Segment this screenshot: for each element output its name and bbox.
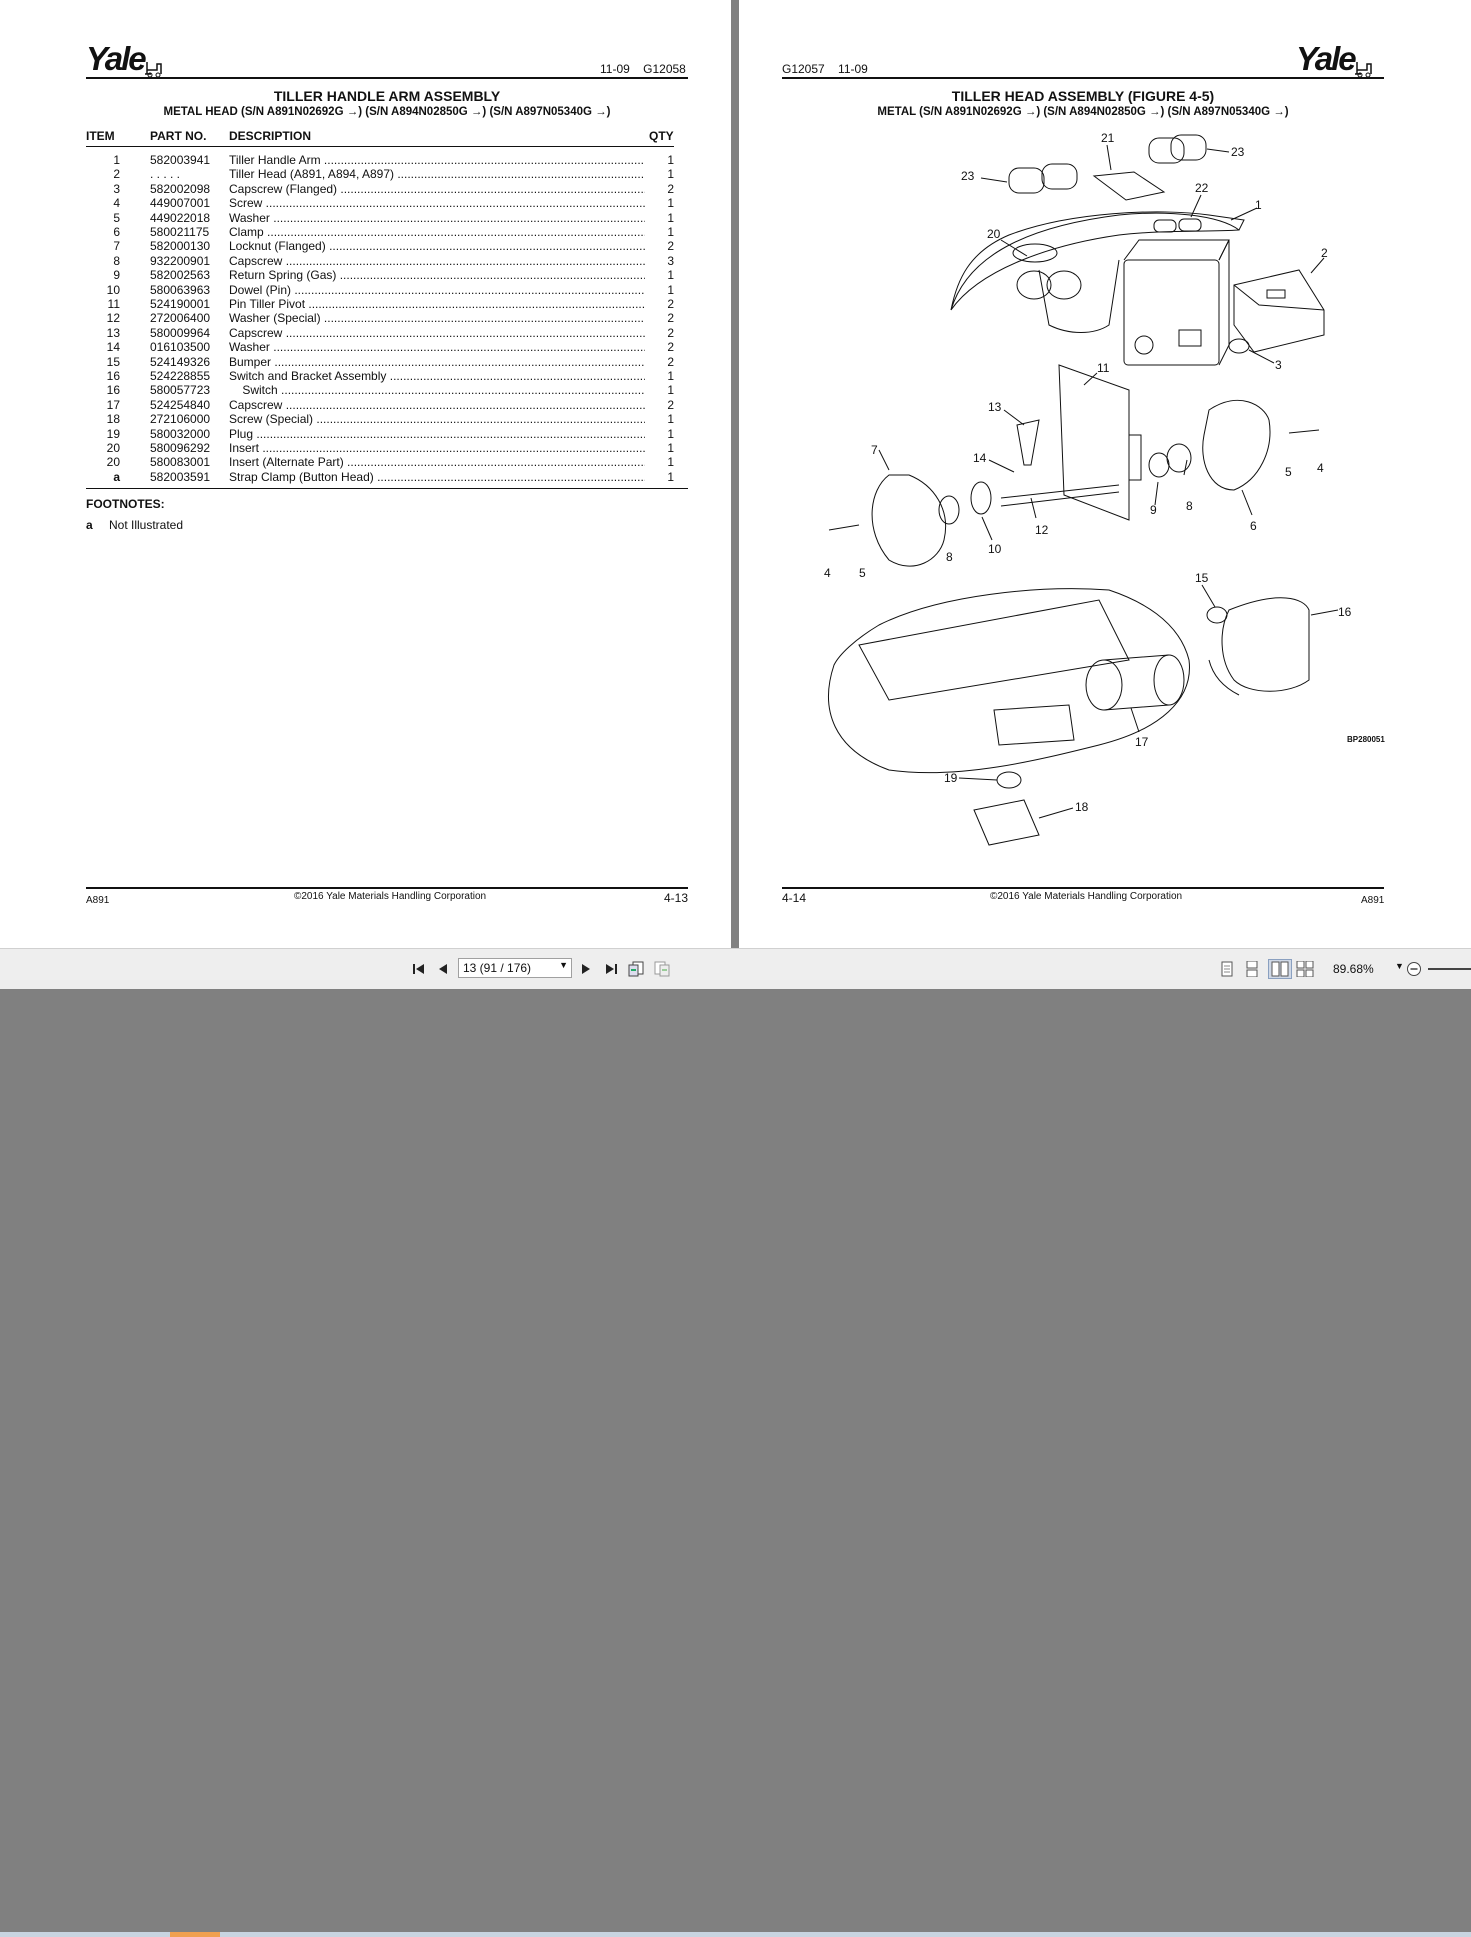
part-description: Pin Tiller Pivot ..... (229, 297, 645, 311)
item-number: 2 (113, 167, 120, 182)
item-number: 3 (113, 181, 120, 196)
part-number: 580021175 (150, 225, 210, 239)
part-number: 524254840 (150, 397, 211, 412)
quantity: 1 (667, 383, 674, 398)
footer-rule-right (782, 887, 1384, 889)
part-description: Switch and Bracket Assembly ..... (229, 369, 645, 383)
item-number: 12 (106, 311, 120, 326)
part-number: 580083001 (150, 455, 211, 470)
callout-label: 23 (961, 169, 975, 183)
callout-label: 5 (859, 566, 866, 580)
table-row (86, 326, 676, 340)
left-grip (872, 475, 946, 566)
item-number: 15 (106, 354, 120, 369)
footer-page-number-right: 4-14 (782, 891, 807, 905)
page-number-value: 13 (91 / 176) (463, 961, 532, 975)
quantity: 1 (667, 282, 674, 297)
callout-label: 17 (1135, 735, 1149, 749)
table-header-rule (86, 146, 674, 147)
yale-logo-right (1296, 40, 1373, 78)
callout-label: 14 (973, 451, 987, 465)
part-number: 582002098 (150, 181, 211, 196)
footer-copyright: ©2016 Yale Materials Handling Corporation (294, 891, 487, 902)
callout-label: 9 (1150, 503, 1157, 517)
item-number: 5 (113, 210, 120, 225)
part-number: . . . . . (150, 167, 181, 182)
page-title: TILLER HANDLE ARM ASSEMBLY (273, 88, 501, 104)
item-number: 19 (106, 426, 120, 441)
part-description: Capscrew ..... (229, 398, 645, 412)
callout-label: 16 (1338, 605, 1352, 619)
table-end-rule (86, 488, 688, 489)
table-row (86, 153, 676, 167)
table-row (86, 369, 676, 383)
part-description: Insert ..... (229, 441, 645, 455)
footer-copyright-right: ©2016 Yale Materials Handling Corporation (990, 891, 1183, 902)
next-page-icon[interactable] (577, 960, 595, 978)
item-number: 7 (113, 239, 120, 254)
table-row (86, 383, 676, 397)
callout-label: 19 (944, 771, 958, 785)
footer-model-right: A891 (1361, 895, 1385, 906)
part-number: 016103500 (150, 340, 211, 355)
quantity: 1 (667, 167, 674, 182)
part-number: 582002563 (150, 268, 211, 283)
chevron-down-icon: ▼ (559, 960, 568, 970)
cover-16 (1222, 598, 1309, 691)
table-row (86, 211, 676, 225)
part-number: 580057723 (150, 383, 211, 398)
callout-label: 1 (1255, 198, 1262, 212)
footer-model: A891 (86, 895, 110, 906)
quantity: 1 (667, 210, 674, 225)
yale-logo (86, 40, 163, 78)
item-number: 14 (106, 340, 120, 355)
item-number: a (113, 469, 120, 484)
table-row (86, 355, 676, 369)
item-number: 16 (106, 383, 120, 398)
header-rule-right (782, 77, 1384, 79)
callout-label: 23 (1231, 145, 1245, 159)
part-description: Tiller Handle Arm ..... (229, 153, 645, 167)
part-description: Washer ..... (229, 340, 645, 354)
next-view-icon[interactable] (653, 960, 671, 978)
logo-text-right: Yale (1296, 40, 1355, 77)
quantity: 1 (667, 196, 674, 211)
part-description: Capscrew ..... (229, 254, 645, 268)
logo-text: Yale (86, 40, 145, 77)
item-number: 8 (113, 253, 120, 268)
table-row (86, 441, 676, 455)
callout-label: 5 (1285, 465, 1292, 479)
table-row (86, 297, 676, 311)
part-description: Return Spring (Gas) ..... (229, 268, 645, 282)
part-description: Plug ..... (229, 427, 645, 441)
footer-page-number: 4-13 (664, 891, 689, 905)
quantity: 2 (667, 340, 674, 355)
table-row (86, 427, 676, 441)
table-row (86, 311, 676, 325)
item-number: 9 (113, 268, 120, 283)
quantity: 2 (667, 181, 674, 196)
quantity: 2 (667, 325, 674, 340)
header-rule (86, 77, 688, 79)
part-number: 272006400 (150, 311, 211, 326)
part-description: Dowel (Pin) ..... (229, 283, 645, 297)
figure-code: BP280051 (1347, 735, 1385, 744)
quantity: 1 (667, 455, 674, 470)
callout-label: 22 (1195, 181, 1209, 195)
part-description: Strap Clamp (Button Head) ..... (229, 470, 645, 484)
footer-rule (86, 887, 688, 889)
part-number: 524149326 (150, 354, 211, 369)
continuous-icon[interactable] (1243, 960, 1261, 978)
part-description: Clamp ..... (229, 225, 645, 239)
right-page (739, 0, 1471, 948)
part-number: 580009964 (150, 325, 211, 340)
viewer-toolbar (0, 948, 1471, 989)
item-number: 10 (106, 282, 120, 297)
item-number: 1 (113, 153, 120, 167)
table-row (86, 225, 676, 239)
zoom-out-icon[interactable] (1405, 960, 1423, 978)
figure-title: TILLER HEAD ASSEMBLY (FIGURE 4-5) (951, 88, 1215, 104)
zoom-level[interactable]: 89.68% (1333, 962, 1374, 976)
table-row (86, 412, 676, 426)
part-description: Washer ..... (229, 211, 645, 225)
item-number: 4 (113, 196, 120, 211)
part-number: 449022018 (150, 210, 211, 225)
part-description: Locknut (Flanged) ..... (229, 239, 645, 253)
quantity: 2 (667, 239, 674, 254)
callout-label: 20 (987, 227, 1001, 241)
callout-label: 2 (1321, 246, 1328, 260)
part-description: Capscrew (Flanged) ..... (229, 182, 645, 196)
exploded-parts-diagram (739, 120, 1471, 880)
callout-label: 4 (824, 566, 831, 580)
bracket-plate (1059, 365, 1129, 520)
table-row (86, 470, 676, 484)
col-qty-header: QTY (649, 129, 674, 143)
part-number: 272106000 (150, 412, 211, 427)
callout-label: 15 (1195, 571, 1209, 585)
footnote-key: a (86, 518, 93, 532)
col-part-header: PART NO. (150, 129, 207, 143)
table-row (86, 398, 676, 412)
zoom-slider[interactable] (1428, 968, 1471, 970)
callout-label: 8 (946, 550, 953, 564)
table-row (86, 239, 676, 253)
part-number: 580063963 (150, 282, 211, 297)
continuous-facing-icon[interactable] (1296, 960, 1314, 978)
part-description: Switch ..... (229, 383, 645, 397)
quantity: 1 (667, 369, 674, 383)
plate-21 (1094, 172, 1164, 200)
quantity: 1 (667, 441, 674, 455)
table-row (86, 455, 676, 469)
taskbar-strip (0, 1932, 1471, 1937)
part-number: 932200901 (150, 253, 211, 268)
header-code-right: G12057 11-09 (782, 62, 868, 76)
callout-label: 10 (988, 542, 1002, 556)
forklift-icon (1355, 58, 1373, 78)
item-number: 11 (107, 297, 120, 311)
callout-label: 6 (1250, 519, 1257, 533)
item-number: 13 (106, 325, 120, 340)
quantity: 1 (667, 426, 674, 441)
part-number: 524228855 (150, 369, 211, 383)
part-number: 582003591 (150, 469, 211, 484)
quantity: 1 (667, 225, 674, 239)
part-number: 580096292 (150, 441, 211, 455)
page-subtitle: METAL HEAD (S/N A891N02692G →) (S/N A894N02850G →) (S/N A897N05340G →) (163, 106, 611, 118)
part-number: 582003941 (150, 153, 211, 167)
quantity: 2 (667, 297, 674, 311)
table-row (86, 196, 676, 210)
table-row (86, 340, 676, 354)
zoom-dropdown-icon[interactable]: ▼ (1395, 961, 1404, 971)
part-description: Washer (Special) ..... (229, 311, 645, 325)
prev-page-icon[interactable] (434, 960, 452, 978)
part-number: 580032000 (150, 426, 211, 441)
callout-label: 18 (1075, 800, 1089, 814)
part-description: Screw (Special) ..... (229, 412, 645, 426)
quantity: 2 (667, 354, 674, 369)
callout-label: 7 (871, 443, 878, 457)
part-number: 582000130 (150, 239, 211, 254)
quantity: 2 (667, 397, 674, 412)
callout-label: 12 (1035, 523, 1049, 537)
table-row (86, 167, 676, 181)
callout-label: 21 (1101, 131, 1115, 145)
taskbar-highlight (170, 1932, 220, 1937)
item-number: 16 (106, 369, 120, 383)
item-number: 18 (106, 412, 120, 427)
part-description: Tiller Head (A891, A894, A897) ..... (229, 167, 645, 181)
footnote-text: Not Illustrated (109, 518, 184, 532)
footnotes-title: FOOTNOTES: (86, 497, 165, 511)
prev-view-icon[interactable] (627, 960, 645, 978)
table-row (86, 268, 676, 282)
forklift-icon (145, 58, 163, 78)
part-number: 524190001 (150, 297, 211, 311)
quantity: 1 (667, 153, 674, 167)
first-page-icon[interactable] (410, 960, 428, 978)
right-grip (1203, 400, 1270, 490)
quantity: 2 (667, 311, 674, 326)
part-description: Insert (Alternate Part) ..... (229, 455, 645, 469)
center-block (1124, 260, 1219, 365)
callout-label: 11 (1097, 361, 1110, 375)
callout-label: 3 (1275, 358, 1282, 372)
item-number: 6 (113, 225, 120, 239)
callout-label: 13 (988, 400, 1002, 414)
callout-label: 8 (1186, 499, 1193, 513)
facing-icon[interactable] (1268, 959, 1292, 979)
part-number: 449007001 (150, 196, 211, 211)
cover-part (1234, 270, 1324, 352)
item-number: 17 (106, 397, 120, 412)
quantity: 1 (667, 469, 674, 484)
single-page-icon[interactable] (1218, 960, 1236, 978)
item-number: 20 (106, 441, 120, 455)
quantity: 3 (667, 253, 674, 268)
callout-label: 4 (1317, 461, 1324, 475)
table-row (86, 254, 676, 268)
table-row (86, 283, 676, 297)
quantity: 1 (667, 268, 674, 283)
col-desc-header: DESCRIPTION (229, 129, 312, 143)
left-page (0, 0, 731, 948)
part-description: Bumper ..... (229, 355, 645, 369)
header-code: 11-09 G12058 (600, 62, 686, 76)
last-page-icon[interactable] (602, 960, 620, 978)
col-item-header: ITEM (86, 129, 115, 143)
page-number-select[interactable] (458, 958, 572, 978)
figure-subtitle: METAL (S/N A891N02692G →) (S/N A894N02850G →) (S/N A897N05340G →) (877, 106, 1289, 118)
item-number: 20 (106, 455, 120, 470)
part-description: Screw ..... (229, 196, 645, 210)
table-row (86, 182, 676, 196)
bracket-18 (974, 800, 1039, 845)
quantity: 1 (667, 412, 674, 427)
part-description: Capscrew ..... (229, 326, 645, 340)
